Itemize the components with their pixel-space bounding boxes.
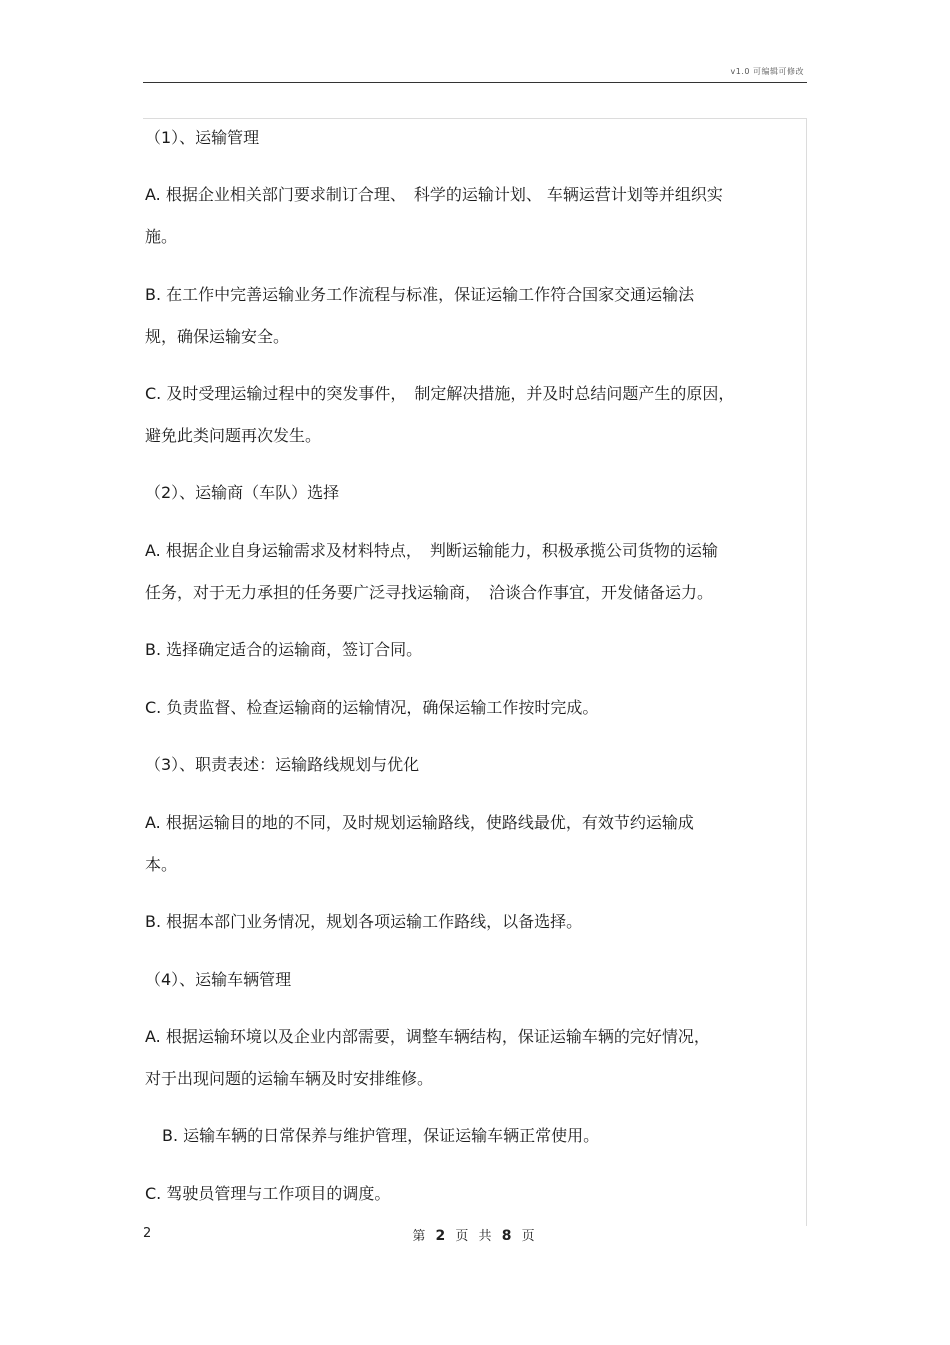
- footer-page-number-left: 2: [143, 1226, 152, 1241]
- footer-page-indicator: [0, 1225, 950, 1244]
- paragraph-line: A. 根据运输目的地的不同，及时规划运输路线，使路线最优，有效节约运输成: [145, 813, 694, 832]
- paragraph-line: 规，确保运输安全。: [145, 327, 290, 346]
- paragraph-line: 本。: [145, 855, 178, 874]
- paragraph-line: 避免此类问题再次发生。: [145, 426, 322, 445]
- section-heading-transport-management: （1）、运输管理: [145, 128, 260, 147]
- header-note: v1.0 可编辑可修改: [730, 67, 804, 76]
- paragraph-line: B. 根据本部门业务情况，规划各项运输工作路线，以备选择。: [145, 912, 583, 931]
- paragraph-line: C. 负责监督、检查运输商的运输情况，确保运输工作按时完成。: [145, 698, 599, 717]
- paragraph-line: B. 选择确定适合的运输商，签订合同。: [145, 640, 423, 659]
- section-heading-route-planning: （3）、职责表述：运输路线规划与优化: [145, 755, 420, 774]
- paragraph-line: 施。: [145, 227, 178, 246]
- footer-total-pages: 8: [501, 1228, 515, 1244]
- footer-prefix: 第: [412, 1229, 429, 1244]
- footer-current-page: 2: [435, 1228, 449, 1244]
- paragraph-line: A. 根据企业自身运输需求及材料特点， 判断运输能力，积极承揽公司货物的运输: [145, 541, 718, 560]
- footer-suffix: 页: [521, 1229, 538, 1244]
- paragraph-line: C. 驾驶员管理与工作项目的调度。: [145, 1184, 391, 1203]
- paragraph-line: A. 根据运输环境以及企业内部需要，调整车辆结构，保证运输车辆的完好情况，: [145, 1027, 710, 1046]
- section-heading-carrier-selection: （2）、运输商（车队）选择: [145, 483, 340, 502]
- paragraph-line: 对于出现问题的运输车辆及时安排维修。: [145, 1069, 434, 1088]
- paragraph-line: B. 在工作中完善运输业务工作流程与标准，保证运输工作符合国家交通运输法: [145, 285, 695, 304]
- footer-middle: 页 共: [455, 1229, 495, 1244]
- paragraph-line: C. 及时受理运输过程中的突发事件， 制定解决措施，并及时总结问题产生的原因，: [145, 384, 735, 403]
- paragraph-line: 任务，对于无力承担的任务要广泛寻找运输商， 洽谈合作事宜，开发储备运力。: [145, 583, 714, 602]
- header-rule: [143, 82, 807, 83]
- paragraph-line: B. 运输车辆的日常保养与维护管理，保证运输车辆正常使用。: [162, 1126, 600, 1145]
- section-heading-vehicle-management: （4）、运输车辆管理: [145, 970, 292, 989]
- paragraph-line: A. 根据企业相关部门要求制订合理、 科学的运输计划、 车辆运营计划等并组织实: [145, 185, 723, 204]
